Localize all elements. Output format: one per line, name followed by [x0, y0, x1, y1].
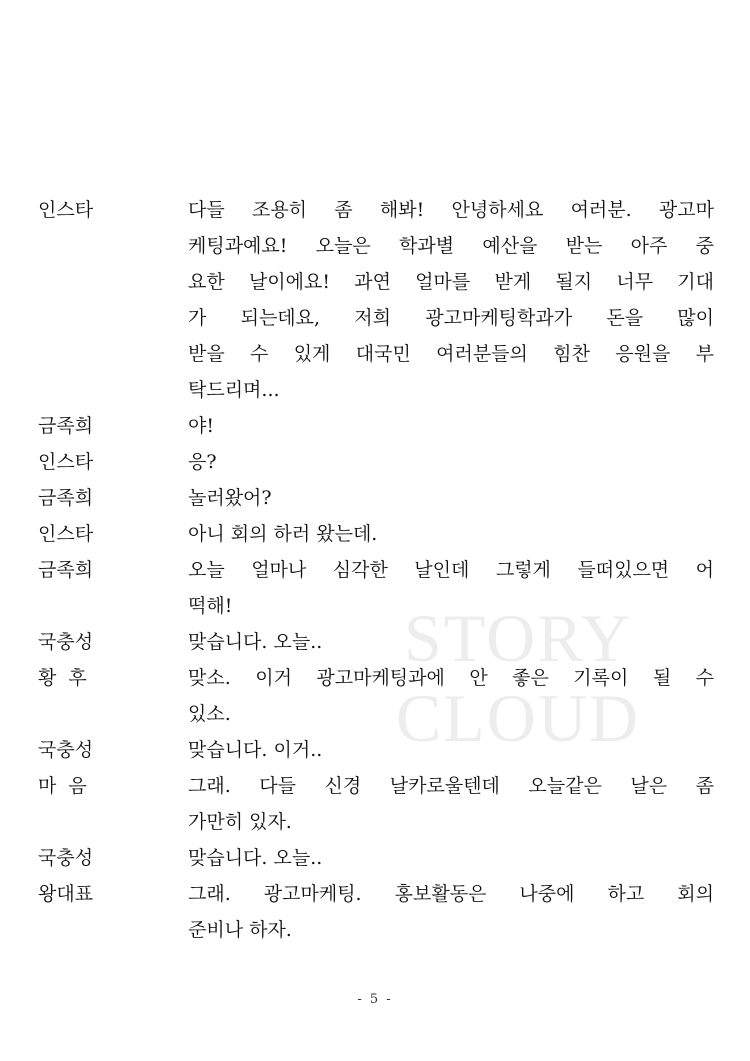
dialogue-line	[38, 444, 714, 480]
dialogue-line	[38, 624, 714, 660]
speaker-name: 왕대표	[38, 883, 94, 905]
dialogue-text	[188, 876, 714, 948]
dialogue-row: 요한 날이에요! 과연 얼마를 받게 될지 너무 기대	[188, 271, 714, 293]
dialogue-text	[188, 732, 714, 768]
speaker-name: 인스타	[38, 199, 94, 221]
dialogue-text	[188, 408, 714, 444]
dialogue-row: 맞소. 이거 광고마케팅과에 안 좋은 기록이 될 수	[188, 667, 714, 689]
dialogue-line	[38, 840, 714, 876]
dialogue-line	[38, 480, 714, 516]
speaker-name: 국충성	[38, 847, 94, 869]
dialogue-row: 야!	[188, 415, 214, 437]
dialogue-row: 다들 조용히 좀 해봐! 안녕하세요 여러분. 광고마	[188, 199, 714, 221]
dialogue-line	[38, 768, 714, 840]
dialogue-row: 놀러왔어?	[188, 487, 272, 509]
speaker-name: 국충성	[38, 631, 94, 653]
watermark-line-2: CLOUD	[395, 680, 641, 756]
dialogue-text	[188, 660, 714, 732]
watermark-line-1: STORY	[404, 600, 632, 676]
dialogue-row: 아니 회의 하러 왔는데.	[188, 523, 378, 545]
speaker-name: 인스타	[38, 523, 94, 545]
dialogue-text	[188, 768, 714, 840]
dialogue-line	[38, 516, 714, 552]
dialogue-row: 오늘 얼마나 심각한 날인데 그렇게 들떠있으면 어	[188, 559, 714, 581]
dialogue-row: 맞습니다. 오늘..	[188, 847, 323, 869]
dialogue-text	[188, 480, 714, 516]
dialogue-text	[188, 840, 714, 876]
speaker-name: 금족희	[38, 487, 94, 509]
dialogue-row: 받을 수 있게 대국민 여러분들의 힘찬 응원을 부	[188, 343, 714, 365]
dialogue-line	[38, 660, 714, 732]
dialogue-row: 그래. 다들 신경 날카로울텐데 오늘같은 날은 좀	[188, 775, 714, 797]
dialogue-text	[188, 552, 714, 624]
dialogue-row: 떡해!	[188, 595, 233, 617]
speaker-name: 인스타	[38, 451, 94, 473]
dialogue-row: 가 되는데요, 저희 광고마케팅학과가 돈을 많이	[188, 307, 714, 329]
dialogue-row: 있소.	[188, 703, 231, 725]
dialogue-text	[188, 516, 714, 552]
dialogue-line	[38, 876, 714, 948]
dialogue-row: 맞습니다. 이거..	[188, 739, 323, 761]
dialogue-line	[38, 192, 714, 408]
speaker-name: 금족희	[38, 559, 94, 581]
dialogue-row: 맞습니다. 오늘..	[188, 631, 323, 653]
dialogue-text	[188, 192, 714, 408]
dialogue-row: 준비나 하자.	[188, 919, 292, 941]
dialogue-row: 가만히 있자.	[188, 811, 292, 833]
dialogue-text	[188, 624, 714, 660]
dialogue-text	[188, 444, 714, 480]
dialogue-row: 그래. 광고마케팅. 홍보활동은 나중에 하고 회의	[188, 883, 714, 905]
speaker-name: 황 후	[38, 667, 87, 689]
dialogue-row: 탁드리며...	[188, 379, 280, 401]
dialogue-line	[38, 408, 714, 444]
speaker-name: 국충성	[38, 739, 94, 761]
script-body	[38, 192, 714, 948]
dialogue-row: 응?	[188, 451, 217, 473]
dialogue-line	[38, 552, 714, 624]
dialogue-line	[38, 732, 714, 768]
speaker-name: 마 음	[38, 775, 87, 797]
page-number: - 5 -	[357, 992, 393, 1007]
speaker-name: 금족희	[38, 415, 94, 437]
dialogue-row: 케팅과예요! 오늘은 학과별 예산을 받는 아주 중	[188, 235, 714, 257]
